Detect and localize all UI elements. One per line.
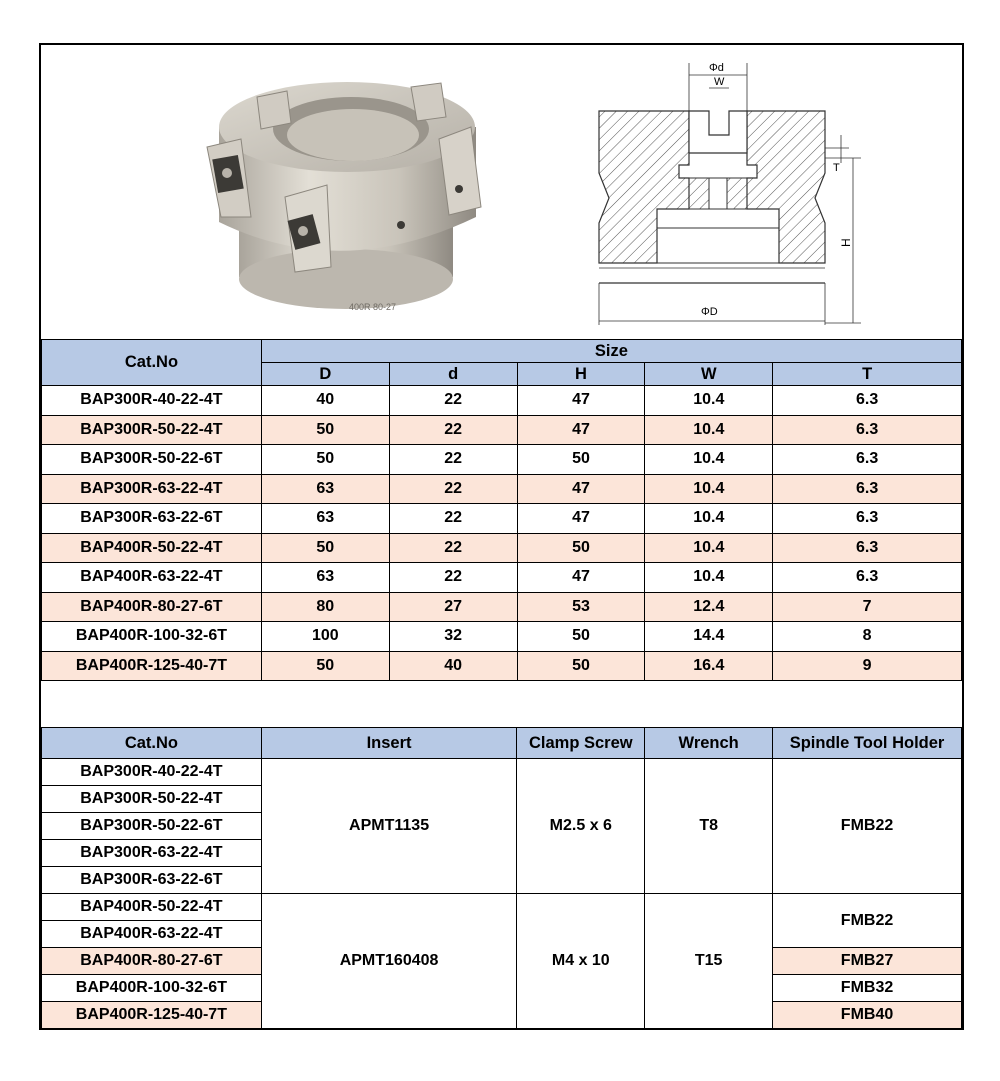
size-cell-H: 47 <box>517 474 645 504</box>
wrench-cell-group1: T8 <box>645 759 773 894</box>
size-catno-cell: BAP300R-40-22-4T <box>42 386 262 416</box>
size-cell-D: 63 <box>261 474 389 504</box>
size-catno-cell: BAP300R-50-22-6T <box>42 445 262 475</box>
size-cell-d: 22 <box>389 504 517 534</box>
header-insert: Insert <box>261 728 517 759</box>
size-catno-cell: BAP300R-50-22-4T <box>42 415 262 445</box>
size-cell-W: 10.4 <box>645 533 773 563</box>
header-wrench: Wrench <box>645 728 773 759</box>
header-D: D <box>261 363 389 386</box>
size-cell-W: 10.4 <box>645 474 773 504</box>
size-catno-cell: BAP400R-100-32-6T <box>42 622 262 652</box>
size-cell-H: 50 <box>517 622 645 652</box>
parts-catno-cell: BAP400R-50-22-4T <box>42 894 262 921</box>
parts-catno-cell: BAP300R-50-22-4T <box>42 786 262 813</box>
size-cell-T: 6.3 <box>773 504 962 534</box>
size-cell-D: 40 <box>261 386 389 416</box>
size-cell-T: 8 <box>773 622 962 652</box>
label-phi-D: ΦD <box>701 306 718 318</box>
table-spacer <box>41 683 962 729</box>
label-w: W <box>714 76 725 88</box>
size-table-body <box>42 386 962 681</box>
size-cell-H: 50 <box>517 651 645 681</box>
size-cell-T: 6.3 <box>773 386 962 416</box>
size-cell-T: 6.3 <box>773 474 962 504</box>
size-cell-D: 50 <box>261 415 389 445</box>
section-drawing <box>561 53 861 333</box>
header-catno-2: Cat.No <box>42 728 262 759</box>
size-row <box>42 622 962 652</box>
header-clamp-screw: Clamp Screw <box>517 728 645 759</box>
parts-catno-cell: BAP300R-63-22-4T <box>42 840 262 867</box>
size-cell-T: 6.3 <box>773 533 962 563</box>
holder-cell-fmb27: FMB27 <box>773 948 962 975</box>
size-cell-W: 14.4 <box>645 622 773 652</box>
size-cell-d: 32 <box>389 622 517 652</box>
size-cell-H: 47 <box>517 563 645 593</box>
size-cell-D: 50 <box>261 445 389 475</box>
parts-catno-cell: BAP300R-40-22-4T <box>42 759 262 786</box>
header-size: Size <box>261 340 961 363</box>
size-cell-D: 63 <box>261 504 389 534</box>
photo-engraving: 400R 80-27 <box>349 302 397 312</box>
size-cell-D: 50 <box>261 533 389 563</box>
holder-cell-group1: FMB22 <box>773 759 962 894</box>
parts-catno-cell: BAP400R-100-32-6T <box>42 975 262 1002</box>
size-row <box>42 651 962 681</box>
clamp-cell-group2: M4 x 10 <box>517 894 645 1029</box>
wrench-cell-group2: T15 <box>645 894 773 1029</box>
size-cell-H: 47 <box>517 415 645 445</box>
size-cell-d: 27 <box>389 592 517 622</box>
parts-catno-cell: BAP300R-63-22-6T <box>42 867 262 894</box>
size-catno-cell: BAP300R-63-22-6T <box>42 504 262 534</box>
label-phi-d: Φd <box>709 62 724 74</box>
size-cell-D: 63 <box>261 563 389 593</box>
header-d: d <box>389 363 517 386</box>
holder-cell-fmb22: FMB22 <box>773 894 962 948</box>
label-h: H <box>839 238 853 247</box>
insert-cell-group2: APMT160408 <box>261 894 517 1029</box>
parts-catno-cell: BAP400R-63-22-4T <box>42 921 262 948</box>
size-catno-cell: BAP400R-63-22-4T <box>42 563 262 593</box>
size-cell-d: 40 <box>389 651 517 681</box>
parts-table <box>41 727 962 1029</box>
header-spindle-holder: Spindle Tool Holder <box>773 728 962 759</box>
size-cell-d: 22 <box>389 445 517 475</box>
size-cell-d: 22 <box>389 415 517 445</box>
size-row <box>42 474 962 504</box>
parts-catno-cell: BAP300R-50-22-6T <box>42 813 262 840</box>
size-cell-W: 16.4 <box>645 651 773 681</box>
face-mill-photo <box>191 67 521 327</box>
size-cell-d: 22 <box>389 474 517 504</box>
size-row <box>42 592 962 622</box>
header-W: W <box>645 363 773 386</box>
size-cell-d: 22 <box>389 563 517 593</box>
size-table <box>41 339 962 681</box>
size-cell-D: 50 <box>261 651 389 681</box>
size-cell-W: 10.4 <box>645 445 773 475</box>
insert-cell-group1: APMT1135 <box>261 759 517 894</box>
size-cell-W: 10.4 <box>645 415 773 445</box>
size-cell-H: 47 <box>517 386 645 416</box>
size-row <box>42 533 962 563</box>
size-row <box>42 415 962 445</box>
size-cell-D: 80 <box>261 592 389 622</box>
size-cell-T: 6.3 <box>773 445 962 475</box>
size-cell-d: 22 <box>389 386 517 416</box>
header-catno: Cat.No <box>42 340 262 386</box>
size-row <box>42 386 962 416</box>
size-cell-T: 6.3 <box>773 415 962 445</box>
size-catno-cell: BAP400R-50-22-4T <box>42 533 262 563</box>
size-row <box>42 504 962 534</box>
size-catno-cell: BAP400R-125-40-7T <box>42 651 262 681</box>
size-cell-H: 47 <box>517 504 645 534</box>
header-T: T <box>773 363 962 386</box>
parts-catno-cell: BAP400R-80-27-6T <box>42 948 262 975</box>
size-cell-T: 9 <box>773 651 962 681</box>
parts-catno-cell: BAP400R-125-40-7T <box>42 1002 262 1029</box>
size-cell-W: 10.4 <box>645 386 773 416</box>
size-row <box>42 445 962 475</box>
size-cell-W: 10.4 <box>645 563 773 593</box>
size-cell-W: 12.4 <box>645 592 773 622</box>
size-cell-d: 22 <box>389 533 517 563</box>
holder-cell-fmb40: FMB40 <box>773 1002 962 1029</box>
size-cell-T: 6.3 <box>773 563 962 593</box>
figures-panel <box>41 45 962 341</box>
holder-cell-fmb32: FMB32 <box>773 975 962 1002</box>
spec-sheet <box>39 43 964 1030</box>
clamp-cell-group1: M2.5 x 6 <box>517 759 645 894</box>
size-row <box>42 563 962 593</box>
size-cell-D: 100 <box>261 622 389 652</box>
size-cell-H: 50 <box>517 445 645 475</box>
size-catno-cell: BAP400R-80-27-6T <box>42 592 262 622</box>
size-catno-cell: BAP300R-63-22-4T <box>42 474 262 504</box>
label-t: T <box>833 162 840 174</box>
size-cell-W: 10.4 <box>645 504 773 534</box>
size-cell-H: 53 <box>517 592 645 622</box>
header-H: H <box>517 363 645 386</box>
size-cell-T: 7 <box>773 592 962 622</box>
size-cell-H: 50 <box>517 533 645 563</box>
